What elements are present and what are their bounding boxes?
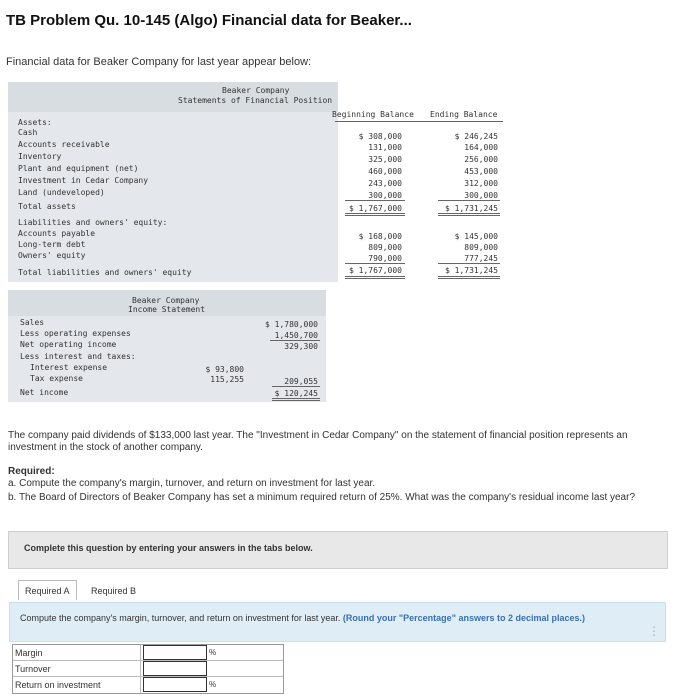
is-tax-value: 115,255 <box>210 375 244 384</box>
answer-row-roi <box>13 677 283 693</box>
is-less-header: Less interest and taxes: <box>20 352 136 361</box>
fp-row-begin: 243,000 <box>368 179 402 188</box>
fp-liab-end: 809,000 <box>464 243 498 252</box>
fp-row-end: 164,000 <box>464 143 498 152</box>
fp-subtotal-rule <box>345 200 405 201</box>
fp-col-end: Ending Balance <box>430 110 498 119</box>
required-label: Required: <box>8 466 55 477</box>
fp-assets-header: Assets: <box>18 118 52 127</box>
fp-row-end: 453,000 <box>464 167 498 176</box>
fp-row-end: 312,000 <box>464 179 498 188</box>
fp-liab-label: Owners' equity <box>18 251 86 260</box>
is-tax-label: Tax expense <box>30 374 83 383</box>
fp-total-assets-end: $ 1,731,245 <box>445 204 498 213</box>
percent-unit: % <box>209 648 217 657</box>
is-opex-label: Less operating expenses <box>20 329 131 338</box>
tab-required-b[interactable]: Required B <box>84 580 143 600</box>
turnover-input[interactable] <box>143 661 207 676</box>
is-opinc-label: Net operating income <box>20 340 117 349</box>
is-statement: Income Statement <box>128 305 206 314</box>
is-sales-label: Sales <box>20 318 45 327</box>
answer-row-margin <box>13 645 283 661</box>
fp-total-assets-begin: $ 1,767,000 <box>349 204 402 213</box>
answer-row-turnover <box>13 661 283 677</box>
fp-row-label: Land (undeveloped) <box>18 188 105 197</box>
fp-row-begin: 325,000 <box>368 155 402 164</box>
fp-total-rule <box>345 213 405 216</box>
fp-row-begin: 131,000 <box>368 143 402 152</box>
fp-liab-header: Liabilities and owners' equity: <box>18 218 168 227</box>
is-opex-value: 1,450,700 <box>274 331 318 340</box>
fp-liab-label: Accounts payable <box>18 229 96 238</box>
fp-liab-label: Long-term debt <box>18 240 86 249</box>
fp-row-label: Investment in Cedar Company <box>18 176 149 185</box>
fp-liab-begin: 790,000 <box>368 254 402 263</box>
fp-total-assets-label: Total assets <box>18 202 76 211</box>
fp-row-begin: $ 308,000 <box>358 132 402 141</box>
required-a: a. Compute the company's margin, turnover, and return on investment for last year. <box>8 478 376 489</box>
is-rule <box>270 340 320 341</box>
fp-company: Beaker Company <box>222 86 290 95</box>
fp-row-begin: 300,000 <box>368 191 402 200</box>
required-b: b. The Board of Directors of Beaker Company has set a minimum required return of 25%. What was the company's residual income last year? <box>8 492 636 503</box>
fp-row-label: Accounts receivable <box>18 140 110 149</box>
fp-statement: Statements of Financial Position <box>178 96 333 105</box>
intro-text: Financial data for Beaker Company for last year appear below: <box>6 56 312 68</box>
fp-col-rule <box>335 121 503 122</box>
fp-total-rule <box>438 276 500 279</box>
roi-input[interactable] <box>143 677 207 692</box>
fp-row-label: Cash <box>18 128 38 137</box>
is-net-rule <box>272 398 320 401</box>
fp-liab-begin: $ 168,000 <box>358 232 402 241</box>
fp-row-label: Inventory <box>18 152 62 161</box>
is-company: Beaker Company <box>132 296 200 305</box>
answer-table <box>12 644 284 694</box>
fp-subtotal-rule <box>438 263 500 264</box>
is-rule <box>272 386 320 387</box>
percent-unit: % <box>209 680 217 689</box>
is-opinc-value: 329,300 <box>284 342 318 351</box>
fp-liab-end: $ 145,000 <box>454 232 498 241</box>
answer-label: Margin <box>15 648 43 658</box>
fp-row-end: $ 246,245 <box>454 132 498 141</box>
fp-total-liab-label: Total liabilities and owners' equity <box>18 268 192 277</box>
instruction-box <box>9 602 666 642</box>
fp-subtotal-rule <box>438 200 500 201</box>
fp-total-liab-begin: $ 1,767,000 <box>349 266 402 275</box>
fp-subtotal-rule <box>345 263 405 264</box>
fp-total-rule <box>438 213 500 216</box>
fp-row-label: Plant and equipment (net) <box>18 164 139 173</box>
fp-col-begin: Beginning Balance <box>332 110 414 119</box>
is-interest-value: $ 93,800 <box>205 365 244 374</box>
fp-total-liab-end: $ 1,731,245 <box>445 266 498 275</box>
is-net-value: $ 120,245 <box>274 389 318 398</box>
fp-liab-begin: 809,000 <box>368 243 402 252</box>
tab-required-a[interactable]: Required A <box>18 580 77 600</box>
margin-input[interactable] <box>143 645 207 660</box>
is-subtotal-value: 209,055 <box>284 377 318 386</box>
fp-row-begin: 460,000 <box>368 167 402 176</box>
problem-paragraph: The company paid dividends of $133,000 last year. The "Investment in Cedar Company" on the statement of financial position represents an investment in the stock of another company. <box>8 430 628 453</box>
fp-total-rule <box>345 276 405 279</box>
is-net-label: Net income <box>20 388 69 397</box>
fp-row-end: 256,000 <box>464 155 498 164</box>
page-title: TB Problem Qu. 10-145 (Algo) Financial data for Beaker... <box>6 12 412 29</box>
is-interest-label: Interest expense <box>30 363 108 372</box>
answer-label: Return on investment <box>15 680 101 690</box>
scroll-handle-icon[interactable]: ⋮ <box>648 624 660 638</box>
instruction-text: Compute the company's margin, turnover, and return on investment for last year. <box>20 613 341 623</box>
complete-text: Complete this question by entering your answers in the tabs below. <box>24 543 313 553</box>
answer-label: Turnover <box>15 664 51 674</box>
instruction-hint: (Round your "Percentage" answers to 2 decimal places.) <box>342 613 586 623</box>
is-sales-value: $ 1,780,000 <box>265 320 318 329</box>
fp-row-end: 300,000 <box>464 191 498 200</box>
fp-liab-end: 777,245 <box>464 254 498 263</box>
